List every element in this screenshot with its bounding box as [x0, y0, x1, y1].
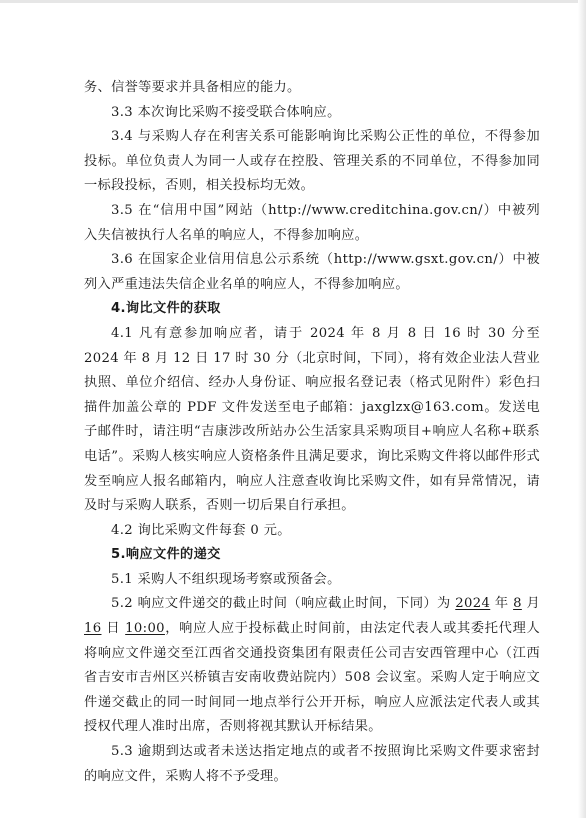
- para-5-3: 5.3 逾期到达或者未送达指定地点的或者不按照询比采购文件要求密封的响应文件，采购人将不予受理。: [84, 744, 540, 784]
- para-3-3: 3.3 本次询比采购不接受联合体响应。: [111, 104, 341, 120]
- page-top-edge: [0, 0, 586, 3]
- section-heading-5: 5.响应文件的递交: [111, 547, 221, 563]
- deadline-year: 2024: [455, 596, 491, 612]
- para-3-5: 3.5 在“信用中国”网站（http://www.creditchina.gov.cn/）中被列入失信被执行人名单的响应人，不得参加响应。: [84, 202, 540, 243]
- para-4-1: 4.1 凡有意参加响应者，请于 2024 年 8 月 8 日 16 时 30 分至 2024 年 8 月 12 日 17 时 30 分（北京时间，下同），将有效企业法人营业执照、单位介绍信、经办人身份证、响应报名登记表（格式见附件）彩色扫描件加盖公章的 PDF 文件发送至电子邮箱：jaxglzx@163.com。发送电子邮件时，请注明“吉康涉改所站办公生活家具采购项目+响应人名称+联系电话”。采购人核实响应人资格条件且满足要求，询比采购文件将以邮件形式发至响应人报名邮箱内，响应人注意查收询比采购文件，如有异常情况，请及时与采购人联系，否则一切后果自行承担。: [84, 325, 540, 514]
- seg-5-2-lead: 5.2 响应文件递交的截止时间（响应截止时间，下同）为: [111, 596, 456, 612]
- para-5-1: 5.1 采购人不组织现场考察或预备会。: [111, 571, 341, 587]
- document-body: [84, 76, 540, 789]
- para-qualification-tail: 务、信誉等要求并具备相应的能力。: [84, 80, 301, 95]
- para-4-2: 4.2 询比采购文件每套 0 元。: [111, 522, 291, 538]
- seg-day-unit: 日: [101, 621, 126, 637]
- para-5-2: [84, 592, 540, 740]
- para-3-4: 3.4 与采购人存在利害关系可能影响询比采购公正性的单位，不得参加投标。单位负责人为同一人或存在控股、管理关系的不同单位，不得参加同一标段投标，否则，相关投标均无效。: [84, 129, 540, 194]
- deadline-day: 16: [84, 621, 102, 637]
- deadline-month: 8: [513, 596, 522, 612]
- para-3-6: 3.6 在国家企业信用信息公示系统（http://www.gsxt.gov.cn/）中被列入严重违法失信企业名单的响应人，不得参加响应。: [84, 252, 540, 292]
- seg-5-2-rest: ，响应人应于投标截止时间前，由法定代表人或其委托代理人将响应文件递交至江西省交通投资集团有限责任公司吉安西管理中心（江西省吉安市吉州区兴桥镇吉安南收费站院内）508 会议室。采购人定于响应文件递交截止的同一时间同一地点举行公开开标，响应人应派法定代表人或其授权代理人准时出席，否则将视其默认开标结果。: [84, 621, 540, 735]
- seg-year-unit: 年: [490, 596, 514, 612]
- deadline-time: 10:00: [125, 621, 165, 637]
- section-heading-4: 4.询比文件的获取: [111, 301, 221, 317]
- page-right-edge: [578, 0, 586, 818]
- seg-month-unit: 月: [521, 596, 540, 612]
